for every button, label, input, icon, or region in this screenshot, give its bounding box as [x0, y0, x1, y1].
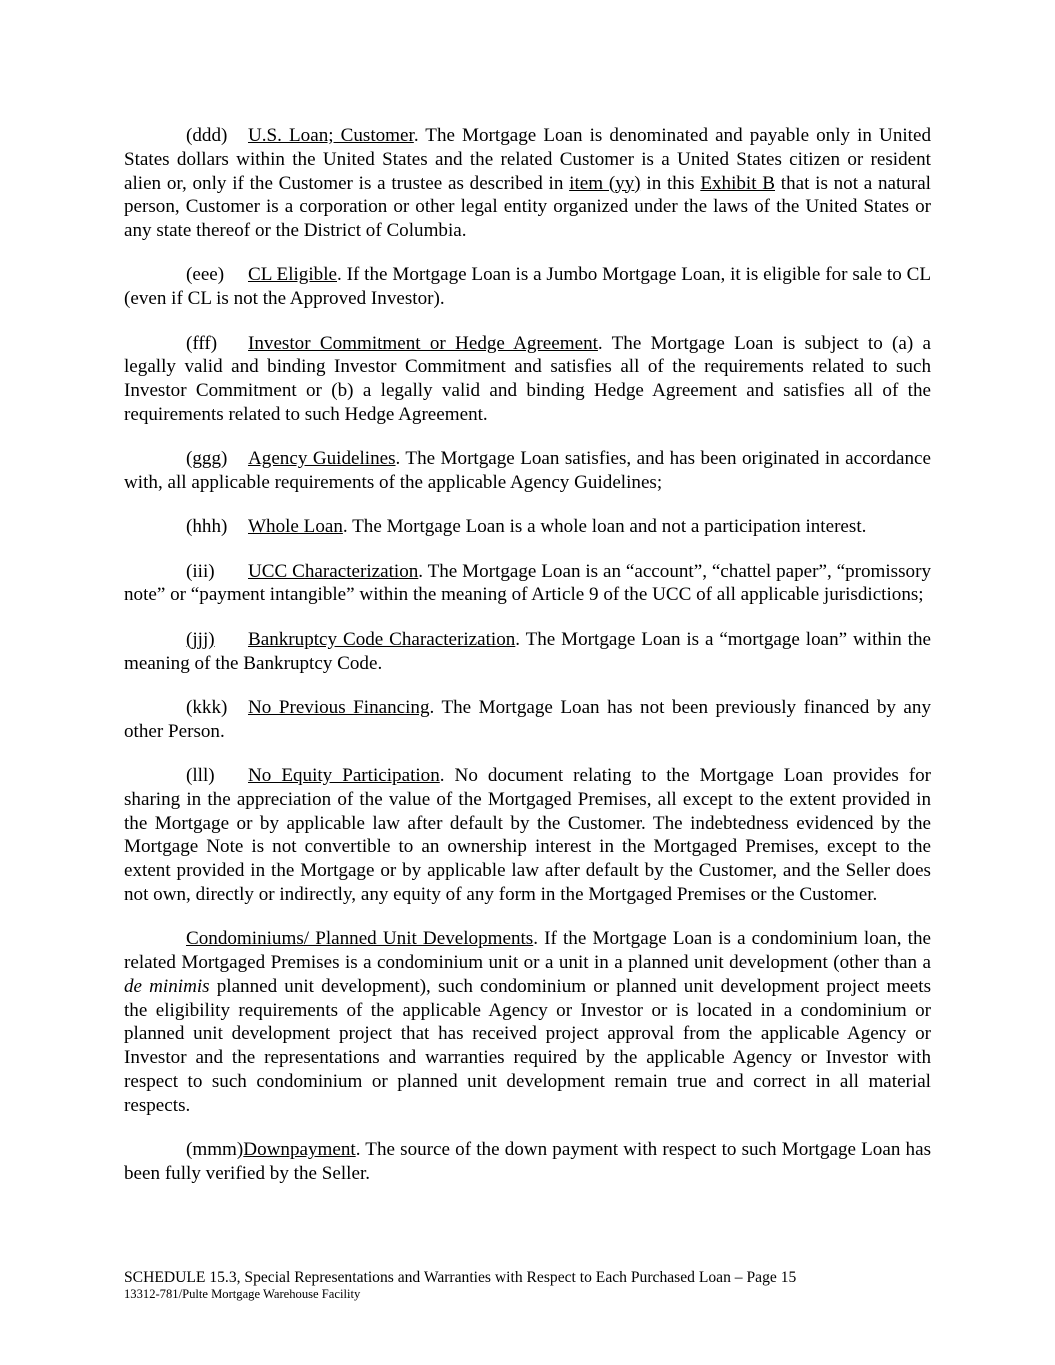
paragraph-ggg [124, 447, 931, 495]
paragraph-text: . The Mortgage Loan is subject to (a) a legally valid and binding Investor Commitment and satisfies all of the requirements related to such Investor Commitment or (b) a legally valid and binding Hedge Agreement and satisfies all of the requirements related to such Hedge Agreement. [124, 332, 931, 425]
footer-schedule-title: SCHEDULE 15.3, Special Representations and Warranties with Respect to Each Purchased Loan – Page 15 [124, 1269, 797, 1286]
paragraph-heading: No Previous Financing [248, 696, 430, 718]
paragraph-label: (eee) [186, 264, 225, 286]
paragraph-fff [124, 332, 931, 427]
paragraph-label: (ggg) [186, 448, 228, 470]
paragraph-heading: Bankruptcy Code Characterization [248, 628, 516, 650]
footer-document-id: 13312-781/Pulte Mortgage Warehouse Facility [124, 1287, 361, 1301]
italic-term: de minimis [124, 975, 210, 997]
paragraph-lll [124, 764, 931, 907]
paragraph-label: (jjj) [186, 628, 215, 650]
paragraph-heading: UCC Characterization [248, 560, 419, 582]
page-footer [124, 1269, 944, 1302]
paragraph-text: . The Mortgage Loan satisfies, and has been originated in accordance with, all applicable requirements of the applicable Agency Guidelines; [124, 448, 931, 494]
paragraph-jjj [124, 628, 931, 676]
paragraph-label: (kkk) [186, 696, 228, 718]
paragraph-label: (mmm) [186, 1139, 244, 1161]
paragraph-text: . The Mortgage Loan has not been previously financed by any other Person. [124, 696, 931, 742]
paragraph-ddd [124, 124, 931, 243]
paragraph-text: . If the Mortgage Loan is a Jumbo Mortgage Loan, it is eligible for sale to CL (even if CL is not the Approved Investor). [124, 264, 931, 310]
paragraph-text: . The Mortgage Loan is a whole loan and not a participation interest. [342, 516, 867, 538]
paragraph-label: (fff) [186, 332, 218, 354]
paragraph-text: in this [640, 172, 701, 194]
paragraph-heading: Whole Loan [248, 516, 343, 538]
paragraph-hhh [124, 515, 931, 539]
document-page [124, 124, 931, 1206]
paragraph-label: (iii) [186, 560, 215, 582]
cross-reference-item: item (yy) [569, 172, 641, 194]
paragraph-mmm [124, 1138, 931, 1186]
paragraph-heading: Downpayment [243, 1139, 356, 1161]
paragraph-text: . The Mortgage Loan is a “mortgage loan” within the meaning of the Bankruptcy Code. [124, 628, 931, 674]
paragraph-condominiums [124, 927, 931, 1117]
paragraph-kkk [124, 696, 931, 744]
cross-reference-exhibit: Exhibit B [700, 172, 776, 194]
paragraph-label: (lll) [186, 764, 215, 786]
paragraph-text: . If the Mortgage Loan is a condominium loan, the related Mortgaged Premises is a condominium unit or a unit in a planned unit development (other than a [124, 928, 931, 974]
paragraph-text: . The Mortgage Loan is an “account”, “chattel paper”, “promissory note” or “payment intangible” within the meaning of Article 9 of the UCC of all applicable jurisdictions; [124, 560, 931, 606]
paragraph-text: . No document relating to the Mortgage Loan provides for sharing in the appreciation of the value of the Mortgaged Premises, all except to the extent provided in the Mortgage or by applicable law after default by the Customer. The indebtedness evidenced by the Mortgage Note is not convertible to an ownership interest in the Mortgaged Premises, except to the extent provided in the Mortgage or by applicable law after default by the Customer, and the Seller does not own, directly or indirectly, any equity of any form in the Mortgaged Premises or the Customer. [124, 764, 931, 905]
paragraph-heading: U.S. Loan; Customer [248, 125, 414, 146]
paragraph-heading: Condominiums/ Planned Unit Developments [186, 928, 534, 950]
paragraph-text: . The Mortgage Loan is denominated and payable only in United States dollars within the United States and the related Customer is a United States citizen or resident alien or, only if the Customer is a trustee as described in [124, 125, 932, 194]
paragraph-heading: Investor Commitment or Hedge Agreement [248, 332, 598, 354]
paragraph-label: (hhh) [186, 516, 228, 538]
paragraph-iii [124, 560, 931, 608]
paragraph-heading: Agency Guidelines [248, 448, 396, 470]
paragraph-text: planned unit development), such condominium or planned unit development project meets the eligibility requirements of the applicable Agency or Investor or is located in a condominium or planned unit development project that has received project approval from the applicable Agency or Investor and the representations and warranties required by the applicable Agency or Investor with respect to such condominium or planned unit development remain true and correct in all material respects. [124, 975, 931, 1116]
paragraph-text: . The source of the down payment with respect to such Mortgage Loan has been fully verified by the Seller. [124, 1139, 931, 1184]
paragraph-heading: CL Eligible [248, 264, 337, 286]
paragraph-eee [124, 263, 931, 311]
paragraph-label: (ddd) [186, 125, 228, 146]
paragraph-text: that is not a natural person, Customer is a corporation or other legal entity organized under the laws of the United States or any state thereof or the District of Columbia. [124, 172, 931, 242]
paragraph-heading: No Equity Participation [248, 764, 440, 786]
